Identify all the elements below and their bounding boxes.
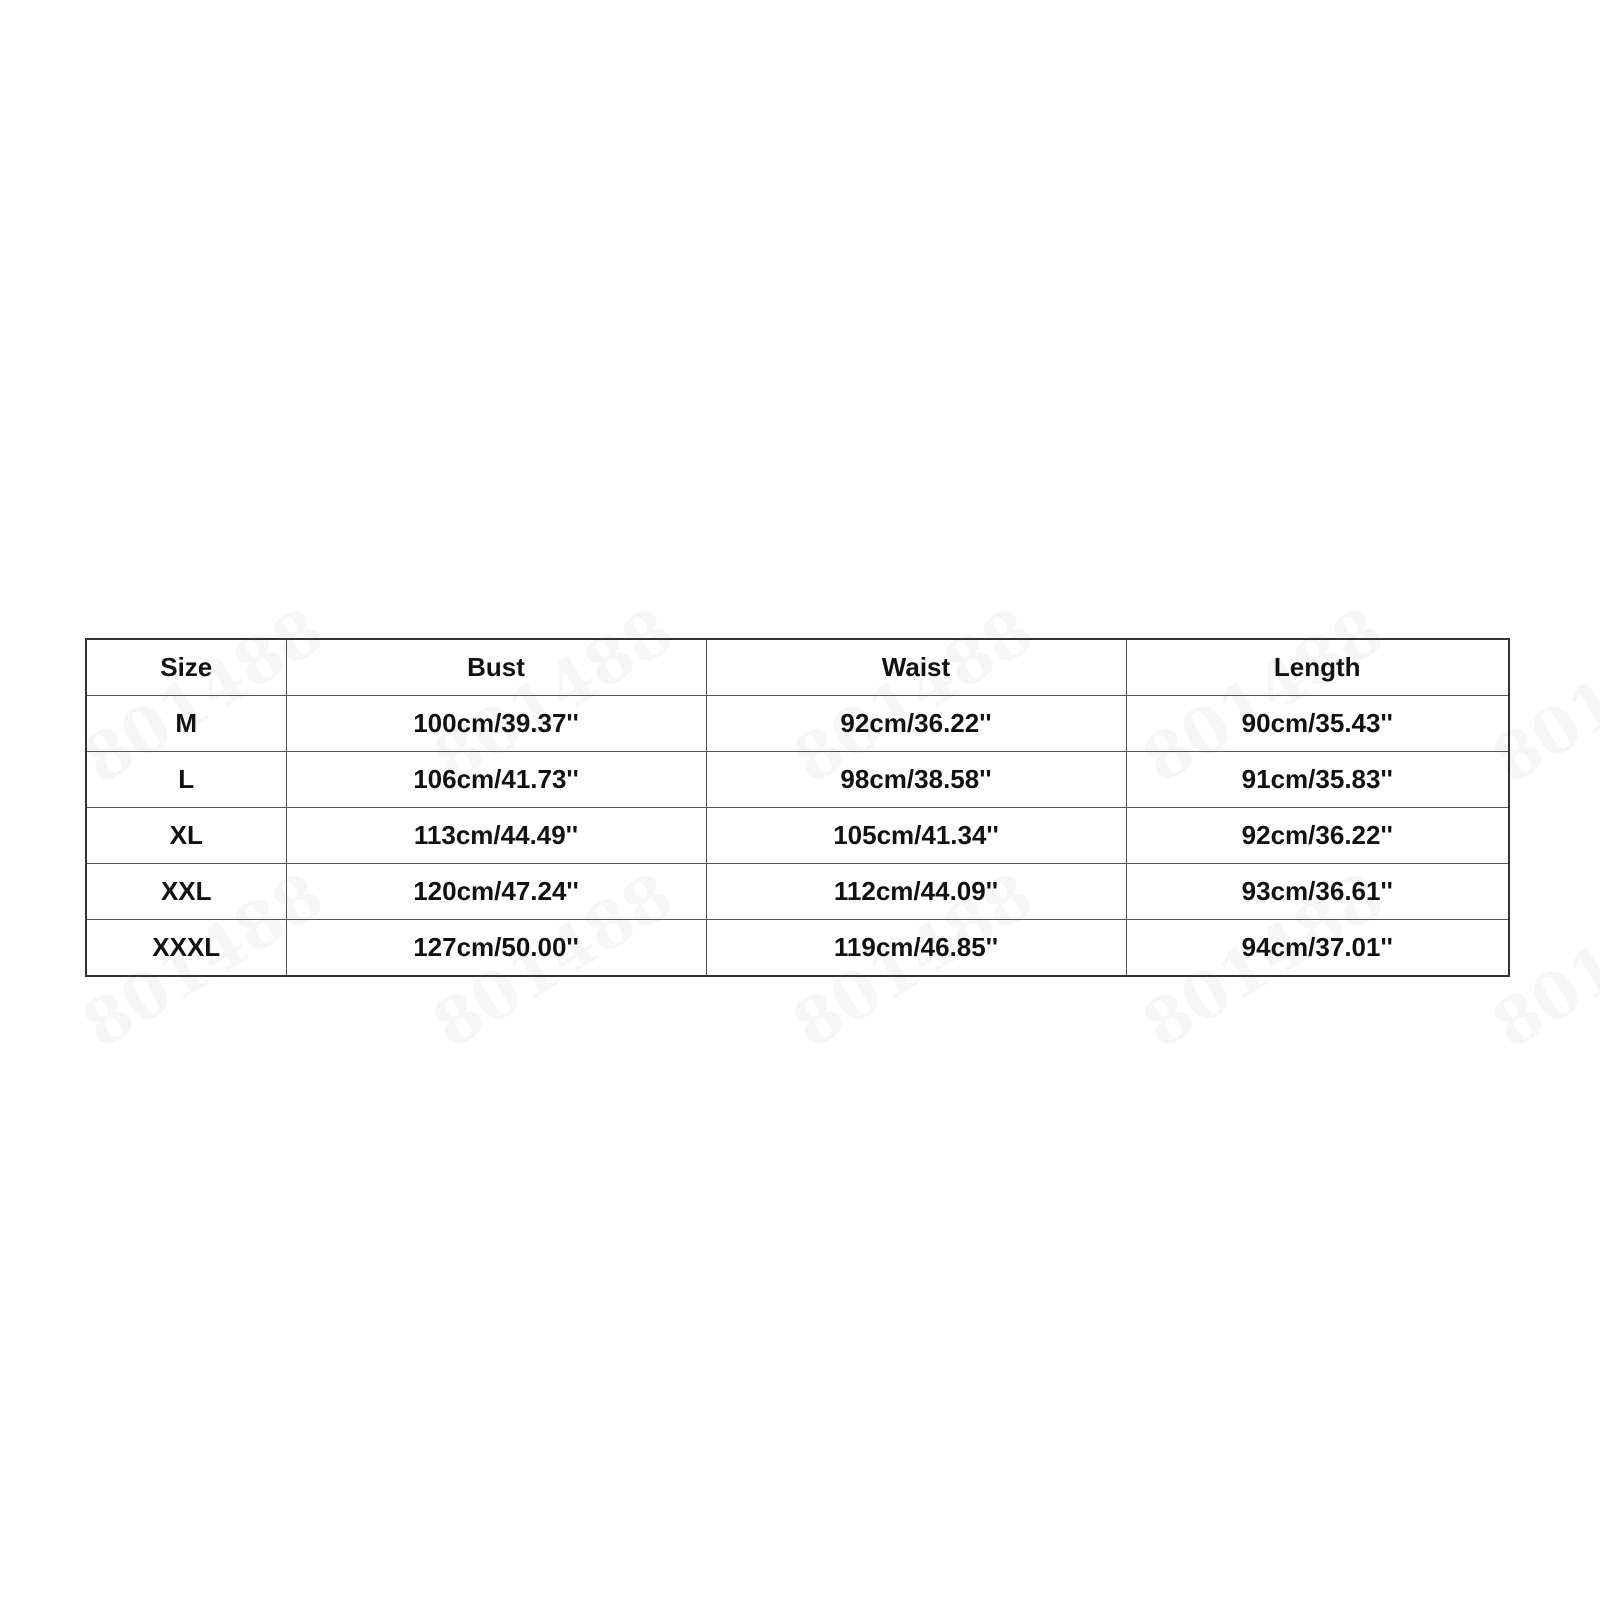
table-header-row [86,639,1509,696]
table-row [86,752,1509,808]
size-cell: XXXL [86,920,286,977]
waist-cell: 105cm/41.34'' [706,808,1126,864]
waist-cell: 92cm/36.22'' [706,696,1126,752]
table-row [86,696,1509,752]
size-cell: XL [86,808,286,864]
size-cell: L [86,752,286,808]
bust-cell: 127cm/50.00'' [286,920,706,977]
length-cell: 91cm/35.83'' [1126,752,1509,808]
waist-cell: 119cm/46.85'' [706,920,1126,977]
bust-cell: 106cm/41.73'' [286,752,706,808]
length-cell: 94cm/37.01'' [1126,920,1509,977]
size-cell: XXL [86,864,286,920]
bust-cell: 120cm/47.24'' [286,864,706,920]
column-header-length: Length [1126,639,1509,696]
table-row [86,920,1509,977]
column-header-bust: Bust [286,639,706,696]
waist-cell: 112cm/44.09'' [706,864,1126,920]
size-chart-table [85,638,1510,977]
waist-cell: 98cm/38.58'' [706,752,1126,808]
length-cell: 90cm/35.43'' [1126,696,1509,752]
size-cell: M [86,696,286,752]
length-cell: 92cm/36.22'' [1126,808,1509,864]
bust-cell: 113cm/44.49'' [286,808,706,864]
column-header-size: Size [86,639,286,696]
length-cell: 93cm/36.61'' [1126,864,1509,920]
table-row [86,864,1509,920]
column-header-waist: Waist [706,639,1126,696]
table-row [86,808,1509,864]
bust-cell: 100cm/39.37'' [286,696,706,752]
